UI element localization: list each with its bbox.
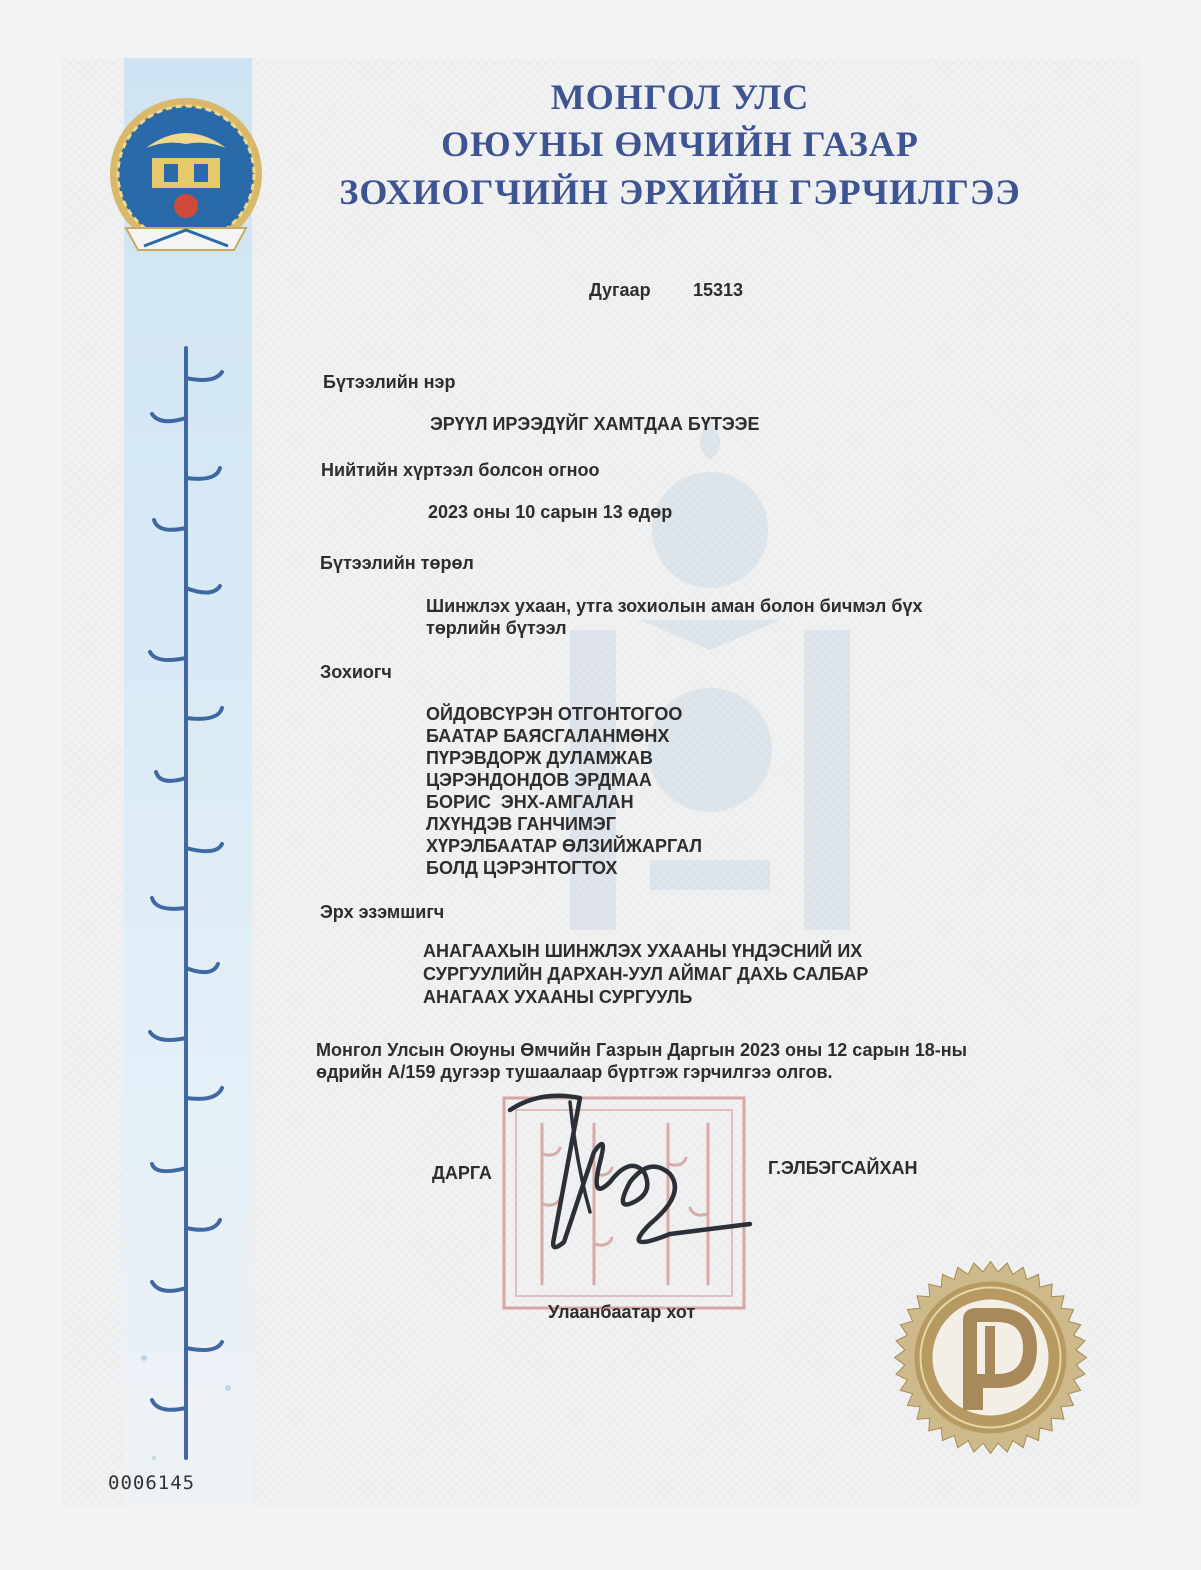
city: Улаанбаатар хот <box>548 1302 696 1322</box>
work-type-value <box>426 595 922 639</box>
heading-agency: ОЮУНЫ ӨМЧИЙН ГАЗАР <box>441 124 919 164</box>
work-name-label: Бүтээлийн нэр <box>323 372 456 392</box>
holder-line: АНАГААХ УХААНЫ СУРГУУЛЬ <box>423 987 693 1007</box>
authors-label: Зохиогч <box>320 662 392 682</box>
heading-country: МОНГОЛ УЛС <box>550 77 810 117</box>
holder-line: АНАГААХЫН ШИНЖЛЭХ УХААНЫ ҮНДЭСНИЙ ИХ <box>423 941 863 961</box>
author-name: БОРИС ЭНХ-АМГАЛАН <box>426 792 634 812</box>
holder-label: Эрх эзэмшигч <box>320 902 445 922</box>
author-name: ОЙДОВСҮРЭН ОТГОНТОГОО <box>426 704 683 724</box>
author-name: ЛХҮНДЭВ ГАНЧИМЭГ <box>426 814 616 834</box>
statement-line: өдрийн А/159 дугээр тушаалаар бүртгэж гэрчилгээ олгов. <box>316 1062 833 1082</box>
holder-line: СУРГУУЛИЙН ДАРХАН-УУЛ АЙМАГ ДАХЬ САЛБАР <box>423 964 869 984</box>
signature-icon <box>500 1080 800 1280</box>
statement-line: Монгол Улсын Оюуны Өмчийн Газрын Даргын 2023 оны 12 сарын 18-ны <box>316 1040 968 1060</box>
number-value: 15313 <box>693 280 744 300</box>
author-name: ПҮРЭВДОРЖ ДУЛАМЖАВ <box>426 748 653 768</box>
mongolian-script-decoration <box>124 58 252 1506</box>
work-type-line: Шинжлэх ухаан, утга зохиолын аман болон бичмэл бүх <box>426 596 923 616</box>
signature-title: ДАРГА <box>432 1163 492 1183</box>
author-name: ЦЭРЭНДОНДОВ ЭРДМАА <box>426 770 652 790</box>
state-emblem-icon <box>86 96 286 272</box>
work-type-line: төрлийн бүтээл <box>426 618 567 638</box>
signatory-name: Г.ЭЛБЭГСАЙХАН <box>768 1158 918 1178</box>
serial-number: 0006145 <box>108 1472 196 1494</box>
holder-value <box>423 940 868 1009</box>
publication-date-label: Нийтийн хүртээл болсон огноо <box>321 460 600 480</box>
issuance-statement <box>316 1039 967 1083</box>
author-name: ХҮРЭЛБААТАР ӨЛЗИЙЖАРГАЛ <box>426 836 702 856</box>
authors-list <box>426 703 702 879</box>
work-type-label: Бүтээлийн төрөл <box>320 553 474 573</box>
heading-certificate: ЗОХИОГЧИЙН ЭРХИЙН ГЭРЧИЛГЭЭ <box>339 172 1021 212</box>
work-name-value: ЭРҮҮЛ ИРЭЭДҮЙГ ХАМТДАА БҮТЭЭЕ <box>430 414 760 434</box>
decorative-band <box>124 58 252 1506</box>
gold-seal-icon <box>893 1260 1088 1455</box>
publication-date-value: 2023 оны 10 сарын 13 өдөр <box>428 502 673 522</box>
author-name: БААТАР БАЯСГАЛАНМӨНХ <box>426 726 670 746</box>
author-name: БОЛД ЦЭРЭНТОГТОХ <box>426 858 618 878</box>
number-label: Дугаар <box>589 280 651 300</box>
